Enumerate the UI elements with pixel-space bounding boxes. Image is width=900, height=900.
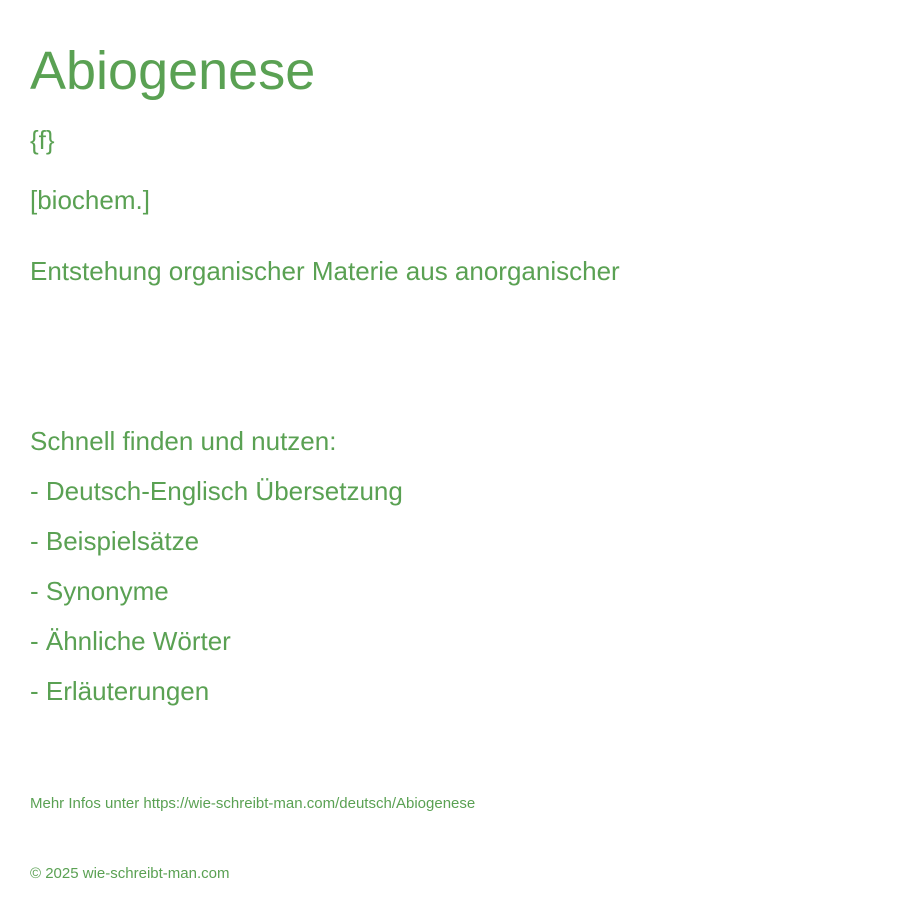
- quick-find-item-synonyms: - Synonyme: [30, 576, 169, 606]
- copyright-notice: © 2025 wie-schreibt-man.com: [30, 865, 230, 882]
- quick-find-item-example-sentences: - Beispielsätze: [30, 526, 200, 556]
- grammatical-gender: {f}: [30, 125, 55, 155]
- quick-find-item-translation: - Deutsch-Englisch Übersetzung: [30, 476, 403, 506]
- quick-find-item-explanations: - Erläuterungen: [30, 676, 210, 706]
- more-info-link[interactable]: Mehr Infos unter https://wie-schreibt-man.com/deutsch/Abiogenese: [30, 795, 476, 812]
- quick-find-heading: Schnell finden und nutzen:: [30, 426, 337, 456]
- subject-field-label: [biochem.]: [30, 185, 150, 215]
- page-title: Abiogenese: [30, 41, 316, 101]
- definition-text: Entstehung organischer Materie aus anorganischer: [30, 256, 620, 286]
- quick-find-item-similar-words: - Ähnliche Wörter: [30, 626, 231, 656]
